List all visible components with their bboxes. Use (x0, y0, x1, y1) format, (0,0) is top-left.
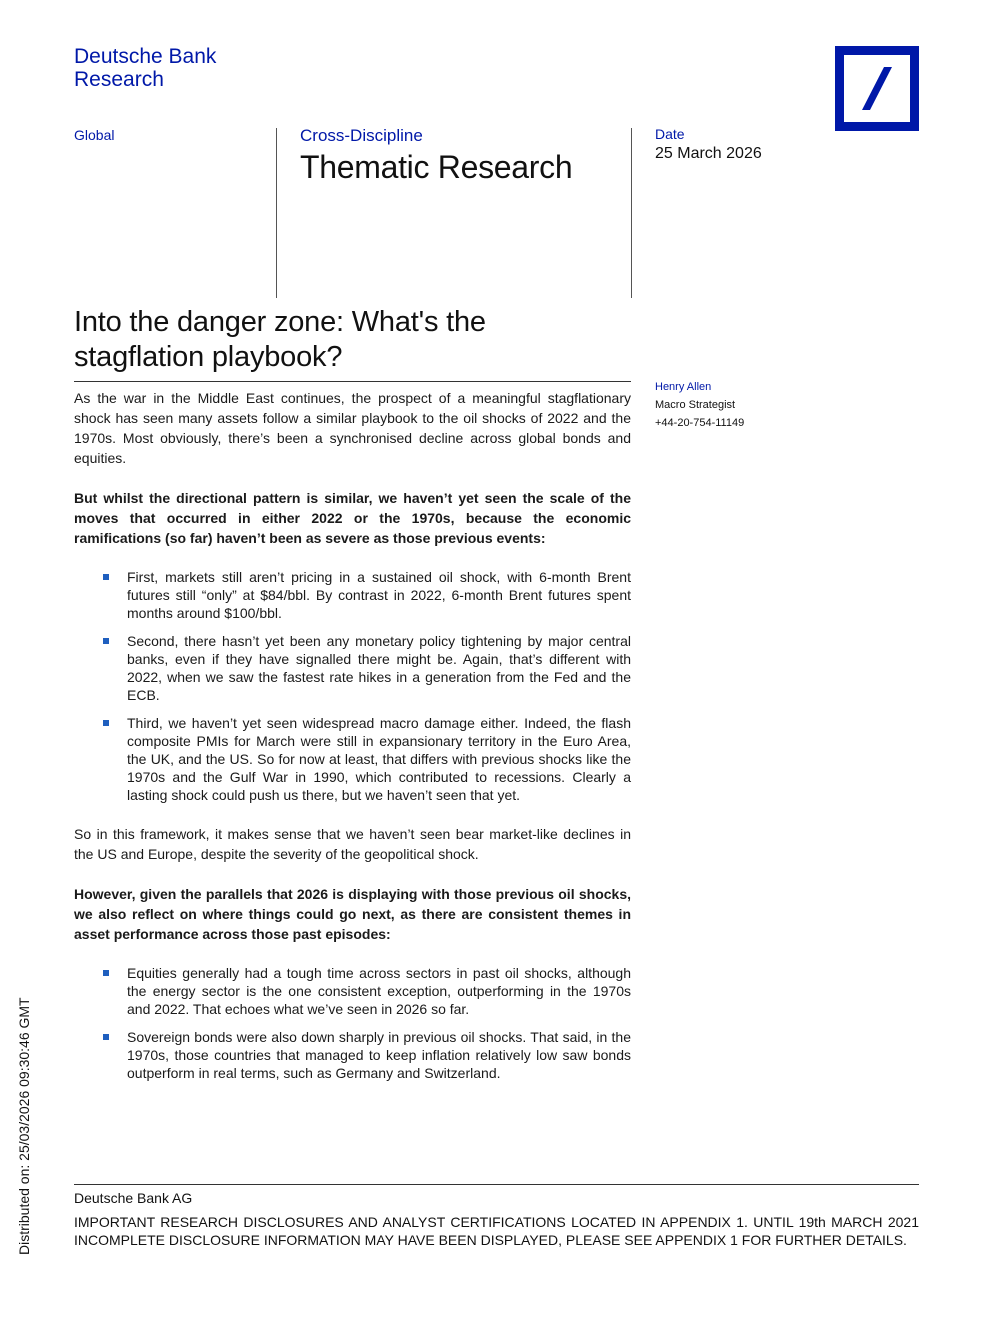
report-body (74, 388, 631, 1102)
brand-line-1: Deutsche Bank (74, 45, 217, 68)
list-item (74, 632, 631, 704)
paragraph-framework: So in this framework, it makes sense that we haven’t seen bear market-like declines in the US and Europe, despite the severity of the geopolitical shock. (74, 826, 631, 862)
list-item (74, 964, 631, 1018)
list-item-text: Equities generally had a tough time across sectors in past oil shocks, although the energy sector is the one consistent exception, outperforming in the 1970s and 2022. That echoes what we’ve seen in 2026 so far. (127, 965, 631, 1017)
discipline-label: Cross-Discipline (300, 126, 423, 145)
slash-logo-icon (844, 55, 910, 122)
square-bullet-icon (103, 638, 109, 644)
list-item-text: First, markets still aren’t pricing in a sustained oil shock, with 6-month Brent futures still “only” at $84/bbl. By contrast in 2022, 6-month Brent futures spent months around $100/bbl. (127, 569, 631, 621)
region-label: Global (74, 127, 115, 143)
brand-line-2: Research (74, 68, 164, 91)
footer-divider (74, 1184, 919, 1185)
report-title-line-2: stagflation playbook? (74, 341, 343, 373)
bullet-list-1 (74, 568, 631, 804)
square-bullet-icon (103, 720, 109, 726)
date-value: 25 March 2026 (655, 145, 762, 162)
list-item (74, 714, 631, 804)
distribution-stamp: Distributed on: 25/03/2026 09:30:46 GMT (16, 997, 32, 1255)
title-divider (74, 381, 631, 382)
list-item (74, 1028, 631, 1082)
paragraph-key-point-1: But whilst the directional pattern is similar, we haven’t yet seen the scale of the moves that occurred in either 2022 or the 1970s, because the economic ramifications (so far) haven’t been as severe as those previous events: (74, 490, 631, 546)
column-divider-left (276, 128, 277, 298)
list-item (74, 568, 631, 622)
bullet-list-2 (74, 964, 631, 1082)
square-bullet-icon (103, 1034, 109, 1040)
paragraph-key-point-2: However, given the parallels that 2026 is displaying with those previous oil shocks, we also reflect on where things could go next, as there are consistent themes in asset performance across those past episodes: (74, 886, 631, 942)
column-divider-right (631, 128, 632, 298)
footer-company: Deutsche Bank AG (74, 1190, 193, 1206)
author-name[interactable]: Henry Allen (655, 381, 712, 393)
square-bullet-icon (103, 574, 109, 580)
list-item-text: Second, there hasn’t yet been any monetary policy tightening by major central banks, even if they have signalled there might be. Again, that’s different with 2022, when we saw the fastest rate hikes in a generation from the Fed and the ECB. (127, 633, 631, 703)
report-title-line-1: Into the danger zone: What's the (74, 306, 486, 338)
series-title: Thematic Research (300, 149, 573, 185)
list-item-text: Sovereign bonds were also down sharply in previous oil shocks. That said, in the 1970s, those countries that managed to keep inflation relatively low saw bonds outperform in real terms, such as Germany and Switzerland. (127, 1029, 631, 1081)
date-label: Date (655, 126, 685, 142)
author-role: Macro Strategist (655, 399, 736, 411)
report-title (74, 305, 614, 375)
paragraph-intro: As the war in the Middle East continues, the prospect of a meaningful stagflationary shock has seen many assets follow a similar playbook to the oil shocks of 2022 and the 1970s. Most obviously, there’s been a synchronised decline across global bonds and equities. (74, 390, 631, 466)
list-item-text: Third, we haven’t yet seen widespread macro damage either. Indeed, the flash composite PMIs for March were still in expansionary territory in the Euro Area, the UK, and the US. So for now at least, that differs with previous shocks like the 1970s and the Gulf War in 1990, which contributed to recessions. Clearly a lasting shock could push us there, but we haven’t seen that yet. (127, 715, 631, 803)
footer-disclosure: IMPORTANT RESEARCH DISCLOSURES AND ANALYST CERTIFICATIONS LOCATED IN APPENDIX 1. UNTIL 19th MARCH 2021 INCOMPLETE DISCLOSURE INFORMATION MAY HAVE BEEN DISPLAYED, PLEASE SEE APPENDIX 1 FOR FURTHER DETAILS. (74, 1214, 919, 1248)
deutsche-bank-logo-icon (835, 46, 919, 131)
square-bullet-icon (103, 970, 109, 976)
author-phone: +44-20-754-11149 (655, 417, 745, 429)
brand-name (74, 45, 216, 91)
